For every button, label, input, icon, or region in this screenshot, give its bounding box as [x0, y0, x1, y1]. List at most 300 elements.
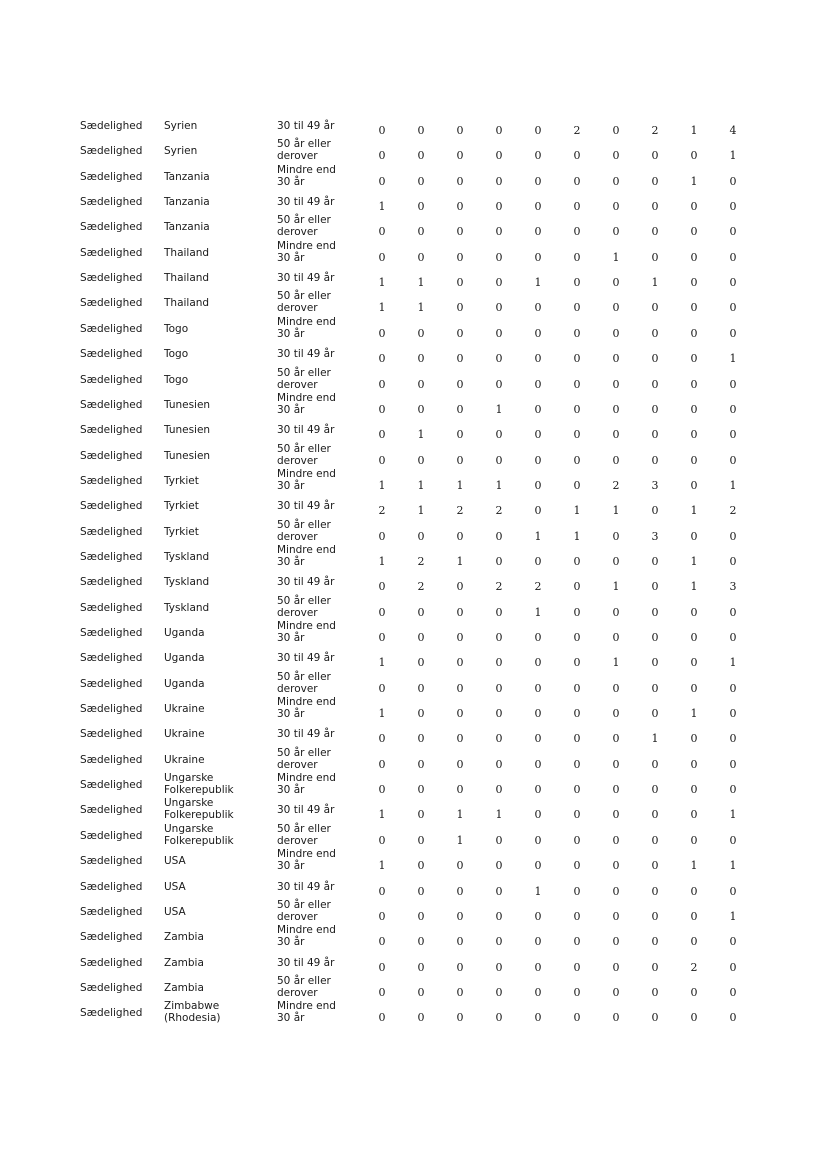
value-cell: 0	[417, 174, 425, 188]
table-row	[0, 416, 828, 441]
value-cell: 0	[495, 377, 503, 391]
value-cell: 0	[534, 707, 542, 721]
value-cell: 0	[378, 402, 386, 416]
value-cell: 0	[417, 935, 425, 949]
table-row	[0, 188, 828, 213]
value-cell: 0	[651, 149, 659, 163]
table-row	[0, 264, 828, 289]
value-cell: 0	[417, 326, 425, 340]
age-group-cell: Mindre end 30 år	[277, 848, 336, 873]
country-cell: Tanzania	[164, 170, 210, 183]
value-cell: 0	[495, 631, 503, 644]
value-cell: 0	[612, 631, 620, 644]
value-cell: 0	[690, 276, 698, 290]
age-group-cell: 30 til 49 år	[277, 120, 335, 132]
country-cell: Uganda	[164, 652, 205, 665]
value-cell: 1	[729, 352, 737, 366]
category-cell: Sædelighed	[80, 246, 143, 259]
value-cell: 0	[534, 124, 542, 137]
value-cell: 0	[729, 960, 737, 974]
value-cell: 0	[573, 859, 581, 873]
value-cell: 1	[417, 478, 425, 492]
value-cell: 0	[729, 681, 737, 695]
value-cell: 0	[378, 985, 386, 999]
value-cell: 0	[729, 732, 737, 746]
value-cell: 0	[417, 783, 425, 797]
age-group-cell: 30 til 49 år	[277, 196, 335, 209]
value-cell: 0	[417, 225, 425, 239]
value-cell: 0	[495, 1011, 503, 1025]
value-cell: 1	[378, 808, 386, 822]
table-row	[0, 771, 828, 796]
value-cell: 0	[378, 250, 386, 264]
age-group-cell: 30 til 49 år	[277, 728, 335, 741]
category-cell: Sædelighed	[80, 703, 143, 716]
value-cell: 0	[612, 909, 620, 923]
value-cell: 0	[573, 833, 581, 847]
value-cell: 0	[378, 149, 386, 163]
value-cell: 0	[612, 402, 620, 416]
value-cell: 0	[456, 453, 464, 467]
value-cell: 0	[729, 529, 737, 543]
value-cell: 0	[378, 225, 386, 239]
value-cell: 1	[729, 656, 737, 670]
value-cell: 0	[456, 276, 464, 290]
age-group-cell: Mindre end 30 år	[277, 772, 336, 797]
value-cell: 0	[456, 428, 464, 442]
value-cell: 0	[495, 656, 503, 670]
value-cell: 0	[456, 783, 464, 797]
category-cell: Sædelighed	[80, 855, 143, 868]
age-group-cell: Mindre end 30 år	[277, 315, 336, 340]
value-cell: 0	[651, 580, 659, 594]
value-cell: 1	[456, 808, 464, 822]
category-cell: Sædelighed	[80, 120, 143, 132]
value-cell: 0	[651, 631, 659, 644]
value-cell: 0	[612, 276, 620, 290]
value-cell: 1	[378, 859, 386, 873]
value-cell: 0	[651, 250, 659, 264]
table-row	[0, 999, 828, 1024]
value-cell: 0	[729, 326, 737, 340]
value-cell: 0	[612, 960, 620, 974]
value-cell: 0	[729, 783, 737, 797]
country-cell: Syrien	[164, 120, 198, 132]
value-cell: 0	[651, 554, 659, 568]
value-cell: 1	[417, 301, 425, 315]
category-cell: Sædelighed	[80, 221, 143, 234]
value-cell: 1	[378, 478, 386, 492]
value-cell: 0	[456, 1011, 464, 1025]
country-cell: Zambia	[164, 956, 204, 969]
age-group-cell: 50 år eller derover	[277, 822, 331, 847]
value-cell: 0	[573, 225, 581, 239]
category-cell: Sædelighed	[80, 550, 143, 563]
value-cell: 0	[378, 935, 386, 949]
value-cell: 1	[729, 478, 737, 492]
value-cell: 0	[651, 960, 659, 974]
value-cell: 0	[651, 935, 659, 949]
value-cell: 0	[534, 504, 542, 518]
value-cell: 0	[378, 631, 386, 644]
value-cell: 0	[690, 833, 698, 847]
value-cell: 0	[456, 402, 464, 416]
value-cell: 0	[573, 428, 581, 442]
value-cell: 1	[534, 276, 542, 290]
country-cell: Tanzania	[164, 196, 210, 209]
category-cell: Sædelighed	[80, 348, 143, 361]
table-row	[0, 442, 828, 467]
value-cell: 0	[378, 681, 386, 695]
table-row	[0, 163, 828, 188]
value-cell: 2	[456, 504, 464, 518]
value-cell: 0	[729, 554, 737, 568]
table-row	[0, 594, 828, 619]
value-cell: 0	[378, 732, 386, 746]
value-cell: 0	[690, 985, 698, 999]
age-group-cell: 50 år eller derover	[277, 746, 331, 771]
value-cell: 0	[456, 529, 464, 543]
value-cell: 0	[573, 352, 581, 366]
value-cell: 0	[534, 352, 542, 366]
value-cell: 1	[495, 808, 503, 822]
value-cell: 0	[534, 301, 542, 315]
value-cell: 0	[651, 504, 659, 518]
country-cell: Uganda	[164, 627, 205, 639]
country-cell: Zambia	[164, 931, 204, 944]
value-cell: 0	[651, 681, 659, 695]
value-cell: 0	[534, 1011, 542, 1025]
value-cell: 0	[729, 174, 737, 188]
category-cell: Sædelighed	[80, 297, 143, 310]
value-cell: 0	[534, 833, 542, 847]
value-cell: 0	[729, 200, 737, 214]
value-cell: 0	[612, 1011, 620, 1025]
category-cell: Sædelighed	[80, 880, 143, 893]
age-group-cell: Mindre end 30 år	[277, 924, 336, 949]
value-cell: 1	[378, 276, 386, 290]
table-row	[0, 543, 828, 568]
country-cell: Ukraine	[164, 703, 205, 716]
category-cell: Sædelighed	[80, 576, 143, 589]
value-cell: 0	[612, 453, 620, 467]
value-cell: 0	[651, 428, 659, 442]
value-cell: 0	[729, 1011, 737, 1025]
value-cell: 0	[495, 149, 503, 163]
value-cell: 0	[417, 529, 425, 543]
value-cell: 0	[651, 605, 659, 619]
value-cell: 0	[456, 656, 464, 670]
value-cell: 0	[417, 200, 425, 214]
value-cell: 0	[612, 352, 620, 366]
category-cell: Sædelighed	[80, 905, 143, 918]
value-cell: 2	[378, 504, 386, 518]
age-group-cell: 30 til 49 år	[277, 804, 335, 817]
country-cell: Tyrkiet	[164, 474, 199, 487]
value-cell: 1	[573, 529, 581, 543]
value-cell: 1	[534, 605, 542, 619]
value-cell: 0	[651, 859, 659, 873]
value-cell: 0	[456, 732, 464, 746]
value-cell: 0	[612, 200, 620, 214]
table-row	[0, 619, 828, 644]
value-cell: 0	[417, 1011, 425, 1025]
value-cell: 0	[495, 554, 503, 568]
value-cell: 0	[573, 808, 581, 822]
value-cell: 0	[378, 1011, 386, 1025]
value-cell: 0	[495, 200, 503, 214]
value-cell: 1	[729, 909, 737, 923]
value-cell: 0	[417, 352, 425, 366]
value-cell: 0	[378, 352, 386, 366]
value-cell: 0	[495, 909, 503, 923]
value-cell: 0	[534, 377, 542, 391]
country-cell: Tanzania	[164, 221, 210, 234]
value-cell: 0	[378, 909, 386, 923]
value-cell: 0	[456, 985, 464, 999]
value-cell: 0	[495, 276, 503, 290]
value-cell: 1	[612, 656, 620, 670]
table-row	[0, 213, 828, 238]
value-cell: 0	[456, 250, 464, 264]
table-row	[0, 239, 828, 264]
value-cell: 0	[378, 605, 386, 619]
value-cell: 0	[729, 453, 737, 467]
value-cell: 0	[690, 935, 698, 949]
value-cell: 0	[690, 656, 698, 670]
value-cell: 0	[690, 909, 698, 923]
category-cell: Sædelighed	[80, 449, 143, 462]
country-cell: Togo	[164, 322, 189, 335]
category-cell: Sædelighed	[80, 474, 143, 487]
age-group-cell: Mindre end 30 år	[277, 696, 336, 721]
value-cell: 0	[690, 478, 698, 492]
value-cell: 0	[612, 605, 620, 619]
value-cell: 0	[573, 200, 581, 214]
value-cell: 0	[690, 808, 698, 822]
value-cell: 0	[495, 960, 503, 974]
value-cell: 0	[534, 985, 542, 999]
value-cell: 0	[573, 960, 581, 974]
value-cell: 0	[612, 783, 620, 797]
value-cell: 0	[651, 783, 659, 797]
age-group-cell: 30 til 49 år	[277, 500, 335, 513]
value-cell: 1	[378, 554, 386, 568]
value-cell: 0	[456, 225, 464, 239]
value-cell: 0	[612, 529, 620, 543]
value-cell: 0	[612, 554, 620, 568]
age-group-cell: 50 år eller derover	[277, 290, 331, 315]
value-cell: 0	[612, 808, 620, 822]
age-group-cell: Mindre end 30 år	[277, 239, 336, 264]
value-cell: 0	[651, 833, 659, 847]
value-cell: 2	[690, 960, 698, 974]
category-cell: Sædelighed	[80, 804, 143, 817]
value-cell: 0	[534, 681, 542, 695]
value-cell: 1	[729, 149, 737, 163]
category-cell: Sædelighed	[80, 753, 143, 766]
value-cell: 0	[690, 428, 698, 442]
age-group-cell: 50 år eller derover	[277, 138, 331, 163]
value-cell: 0	[573, 935, 581, 949]
value-cell: 0	[456, 580, 464, 594]
category-cell: Sædelighed	[80, 981, 143, 994]
value-cell: 1	[690, 859, 698, 873]
value-cell: 1	[534, 529, 542, 543]
value-cell: 0	[456, 200, 464, 214]
value-cell: 0	[651, 453, 659, 467]
value-cell: 0	[495, 681, 503, 695]
value-cell: 0	[612, 149, 620, 163]
value-cell: 0	[690, 681, 698, 695]
value-cell: 0	[612, 732, 620, 746]
table-row	[0, 137, 828, 162]
value-cell: 0	[651, 326, 659, 340]
category-cell: Sædelighed	[80, 728, 143, 741]
age-group-cell: 50 år eller derover	[277, 594, 331, 619]
value-cell: 1	[534, 884, 542, 898]
age-group-cell: 30 til 49 år	[277, 272, 335, 285]
category-cell: Sædelighed	[80, 398, 143, 411]
country-cell: Ukraine	[164, 728, 205, 741]
value-cell: 1	[417, 428, 425, 442]
category-cell: Sædelighed	[80, 373, 143, 386]
value-cell: 0	[495, 884, 503, 898]
age-group-cell: 30 til 49 år	[277, 956, 335, 969]
value-cell: 0	[417, 808, 425, 822]
value-cell: 0	[612, 681, 620, 695]
age-group-cell: 30 til 49 år	[277, 424, 335, 437]
age-group-cell: 50 år eller derover	[277, 214, 331, 239]
value-cell: 0	[534, 960, 542, 974]
value-cell: 0	[417, 833, 425, 847]
value-cell: 0	[534, 554, 542, 568]
value-cell: 2	[573, 124, 581, 137]
value-cell: 0	[495, 453, 503, 467]
value-cell: 0	[729, 985, 737, 999]
value-cell: 0	[612, 377, 620, 391]
value-cell: 0	[573, 1011, 581, 1025]
value-cell: 0	[651, 656, 659, 670]
value-cell: 0	[729, 833, 737, 847]
value-cell: 0	[495, 935, 503, 949]
value-cell: 0	[534, 428, 542, 442]
value-cell: 0	[417, 884, 425, 898]
value-cell: 0	[651, 757, 659, 771]
value-cell: 0	[573, 301, 581, 315]
table-row	[0, 873, 828, 898]
value-cell: 0	[417, 124, 425, 137]
value-cell: 1	[612, 504, 620, 518]
value-cell: 0	[651, 1011, 659, 1025]
value-cell: 0	[378, 757, 386, 771]
value-cell: 0	[378, 326, 386, 340]
value-cell: 0	[378, 783, 386, 797]
value-cell: 0	[573, 884, 581, 898]
value-cell: 0	[690, 757, 698, 771]
value-cell: 0	[690, 453, 698, 467]
value-cell: 0	[573, 707, 581, 721]
table-row	[0, 289, 828, 314]
value-cell: 0	[573, 276, 581, 290]
value-cell: 0	[690, 301, 698, 315]
value-cell: 0	[417, 985, 425, 999]
value-cell: 0	[729, 707, 737, 721]
value-cell: 0	[495, 783, 503, 797]
value-cell: 0	[690, 149, 698, 163]
value-cell: 1	[690, 554, 698, 568]
value-cell: 0	[651, 402, 659, 416]
value-cell: 0	[729, 605, 737, 619]
category-cell: Sædelighed	[80, 931, 143, 944]
age-group-cell: 50 år eller derover	[277, 366, 331, 391]
age-group-cell: Mindre end 30 år	[277, 1000, 336, 1025]
value-cell: 0	[417, 859, 425, 873]
value-cell: 0	[573, 605, 581, 619]
value-cell: 0	[378, 529, 386, 543]
age-group-cell: Mindre end 30 år	[277, 543, 336, 568]
age-group-cell: 30 til 49 år	[277, 576, 335, 589]
value-cell: 0	[417, 656, 425, 670]
value-cell: 0	[417, 960, 425, 974]
value-cell: 0	[534, 402, 542, 416]
age-group-cell: 50 år eller derover	[277, 518, 331, 543]
table-row	[0, 518, 828, 543]
table-row	[0, 568, 828, 593]
age-group-cell: 50 år eller derover	[277, 898, 331, 923]
value-cell: 1	[378, 707, 386, 721]
value-cell: 0	[573, 554, 581, 568]
value-cell: 0	[573, 149, 581, 163]
value-cell: 0	[456, 124, 464, 137]
country-cell: Ungarske Folkerepublik	[164, 822, 234, 847]
value-cell: 0	[534, 453, 542, 467]
value-cell: 0	[651, 352, 659, 366]
value-cell: 2	[729, 504, 737, 518]
country-cell: USA	[164, 855, 186, 868]
value-cell: 0	[612, 225, 620, 239]
table-row	[0, 949, 828, 974]
value-cell: 0	[495, 326, 503, 340]
value-cell: 1	[495, 402, 503, 416]
country-cell: Zimbabwe (Rhodesia)	[164, 1000, 221, 1025]
value-cell: 1	[690, 124, 698, 137]
table-row	[0, 492, 828, 517]
value-cell: 0	[573, 478, 581, 492]
value-cell: 0	[573, 909, 581, 923]
value-cell: 0	[612, 985, 620, 999]
value-cell: 3	[651, 529, 659, 543]
value-cell: 0	[651, 377, 659, 391]
value-cell: 0	[690, 402, 698, 416]
value-cell: 0	[534, 149, 542, 163]
value-cell: 0	[729, 631, 737, 644]
value-cell: 0	[729, 884, 737, 898]
value-cell: 0	[378, 428, 386, 442]
value-cell: 1	[612, 580, 620, 594]
value-cell: 1	[612, 250, 620, 264]
country-cell: Uganda	[164, 677, 205, 690]
table-row	[0, 670, 828, 695]
age-group-cell: Mindre end 30 år	[277, 467, 336, 492]
value-cell: 0	[690, 225, 698, 239]
country-cell: Ungarske Folkerepublik	[164, 772, 234, 797]
value-cell: 0	[651, 884, 659, 898]
value-cell: 0	[651, 985, 659, 999]
value-cell: 0	[690, 783, 698, 797]
country-cell: Thailand	[164, 297, 210, 310]
value-cell: 0	[729, 377, 737, 391]
